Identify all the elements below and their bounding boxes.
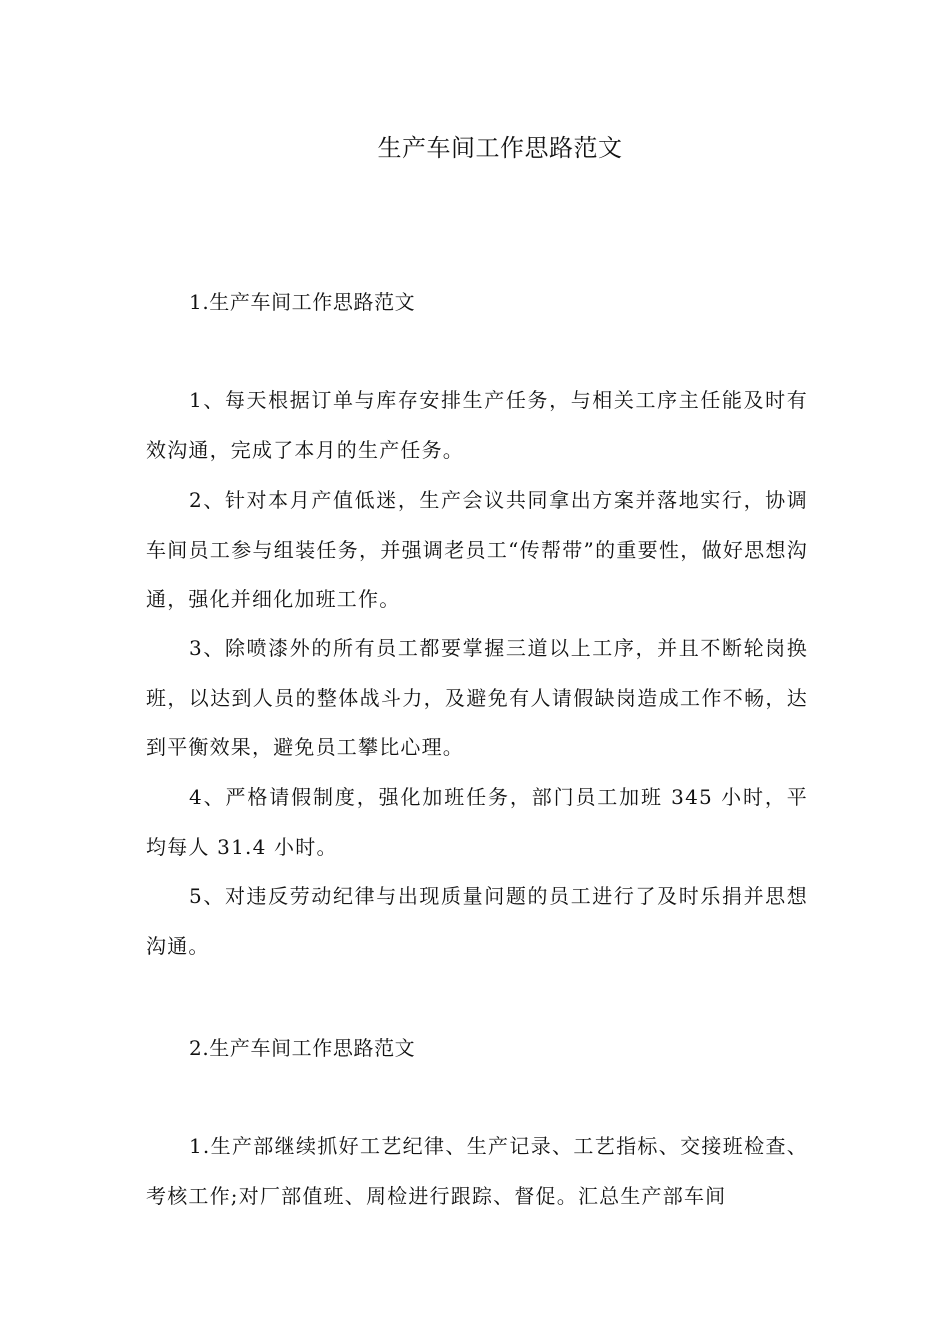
paragraph: 1、每天根据订单与库存安排生产任务，与相关工序主任能及时有效沟通，完成了本月的生产任务。 (146, 388, 808, 462)
document-title: 生产车间工作思路范文 (377, 134, 623, 162)
section-heading-2: 2.生产车间工作思路范文 (189, 1036, 416, 1060)
paragraph: 1.生产部继续抓好工艺纪律、生产记录、工艺指标、交接班检查、考核工作;对厂部值班、周检进行跟踪、督促。汇总生产部车间 (146, 1134, 808, 1208)
section-heading-1: 1.生产车间工作思路范文 (189, 290, 416, 314)
paragraph: 2、针对本月产值低迷，生产会议共同拿出方案并落地实行，协调车间员工参与组装任务，并强调老员工“传帮带”的重要性，做好思想沟通，强化并细化加班工作。 (146, 488, 808, 611)
paragraph: 4、严格请假制度，强化加班任务，部门员工加班 345 小时，平均每人 31.4 小时。 (146, 785, 808, 859)
paragraph: 5、对违反劳动纪律与出现质量问题的员工进行了及时乐捐并思想沟通。 (146, 884, 808, 958)
paragraph: 3、除喷漆外的所有员工都要掌握三道以上工序，并且不断轮岗换班，以达到人员的整体战斗力，及避免有人请假缺岗造成工作不畅，达到平衡效果，避免员工攀比心理。 (146, 636, 808, 759)
